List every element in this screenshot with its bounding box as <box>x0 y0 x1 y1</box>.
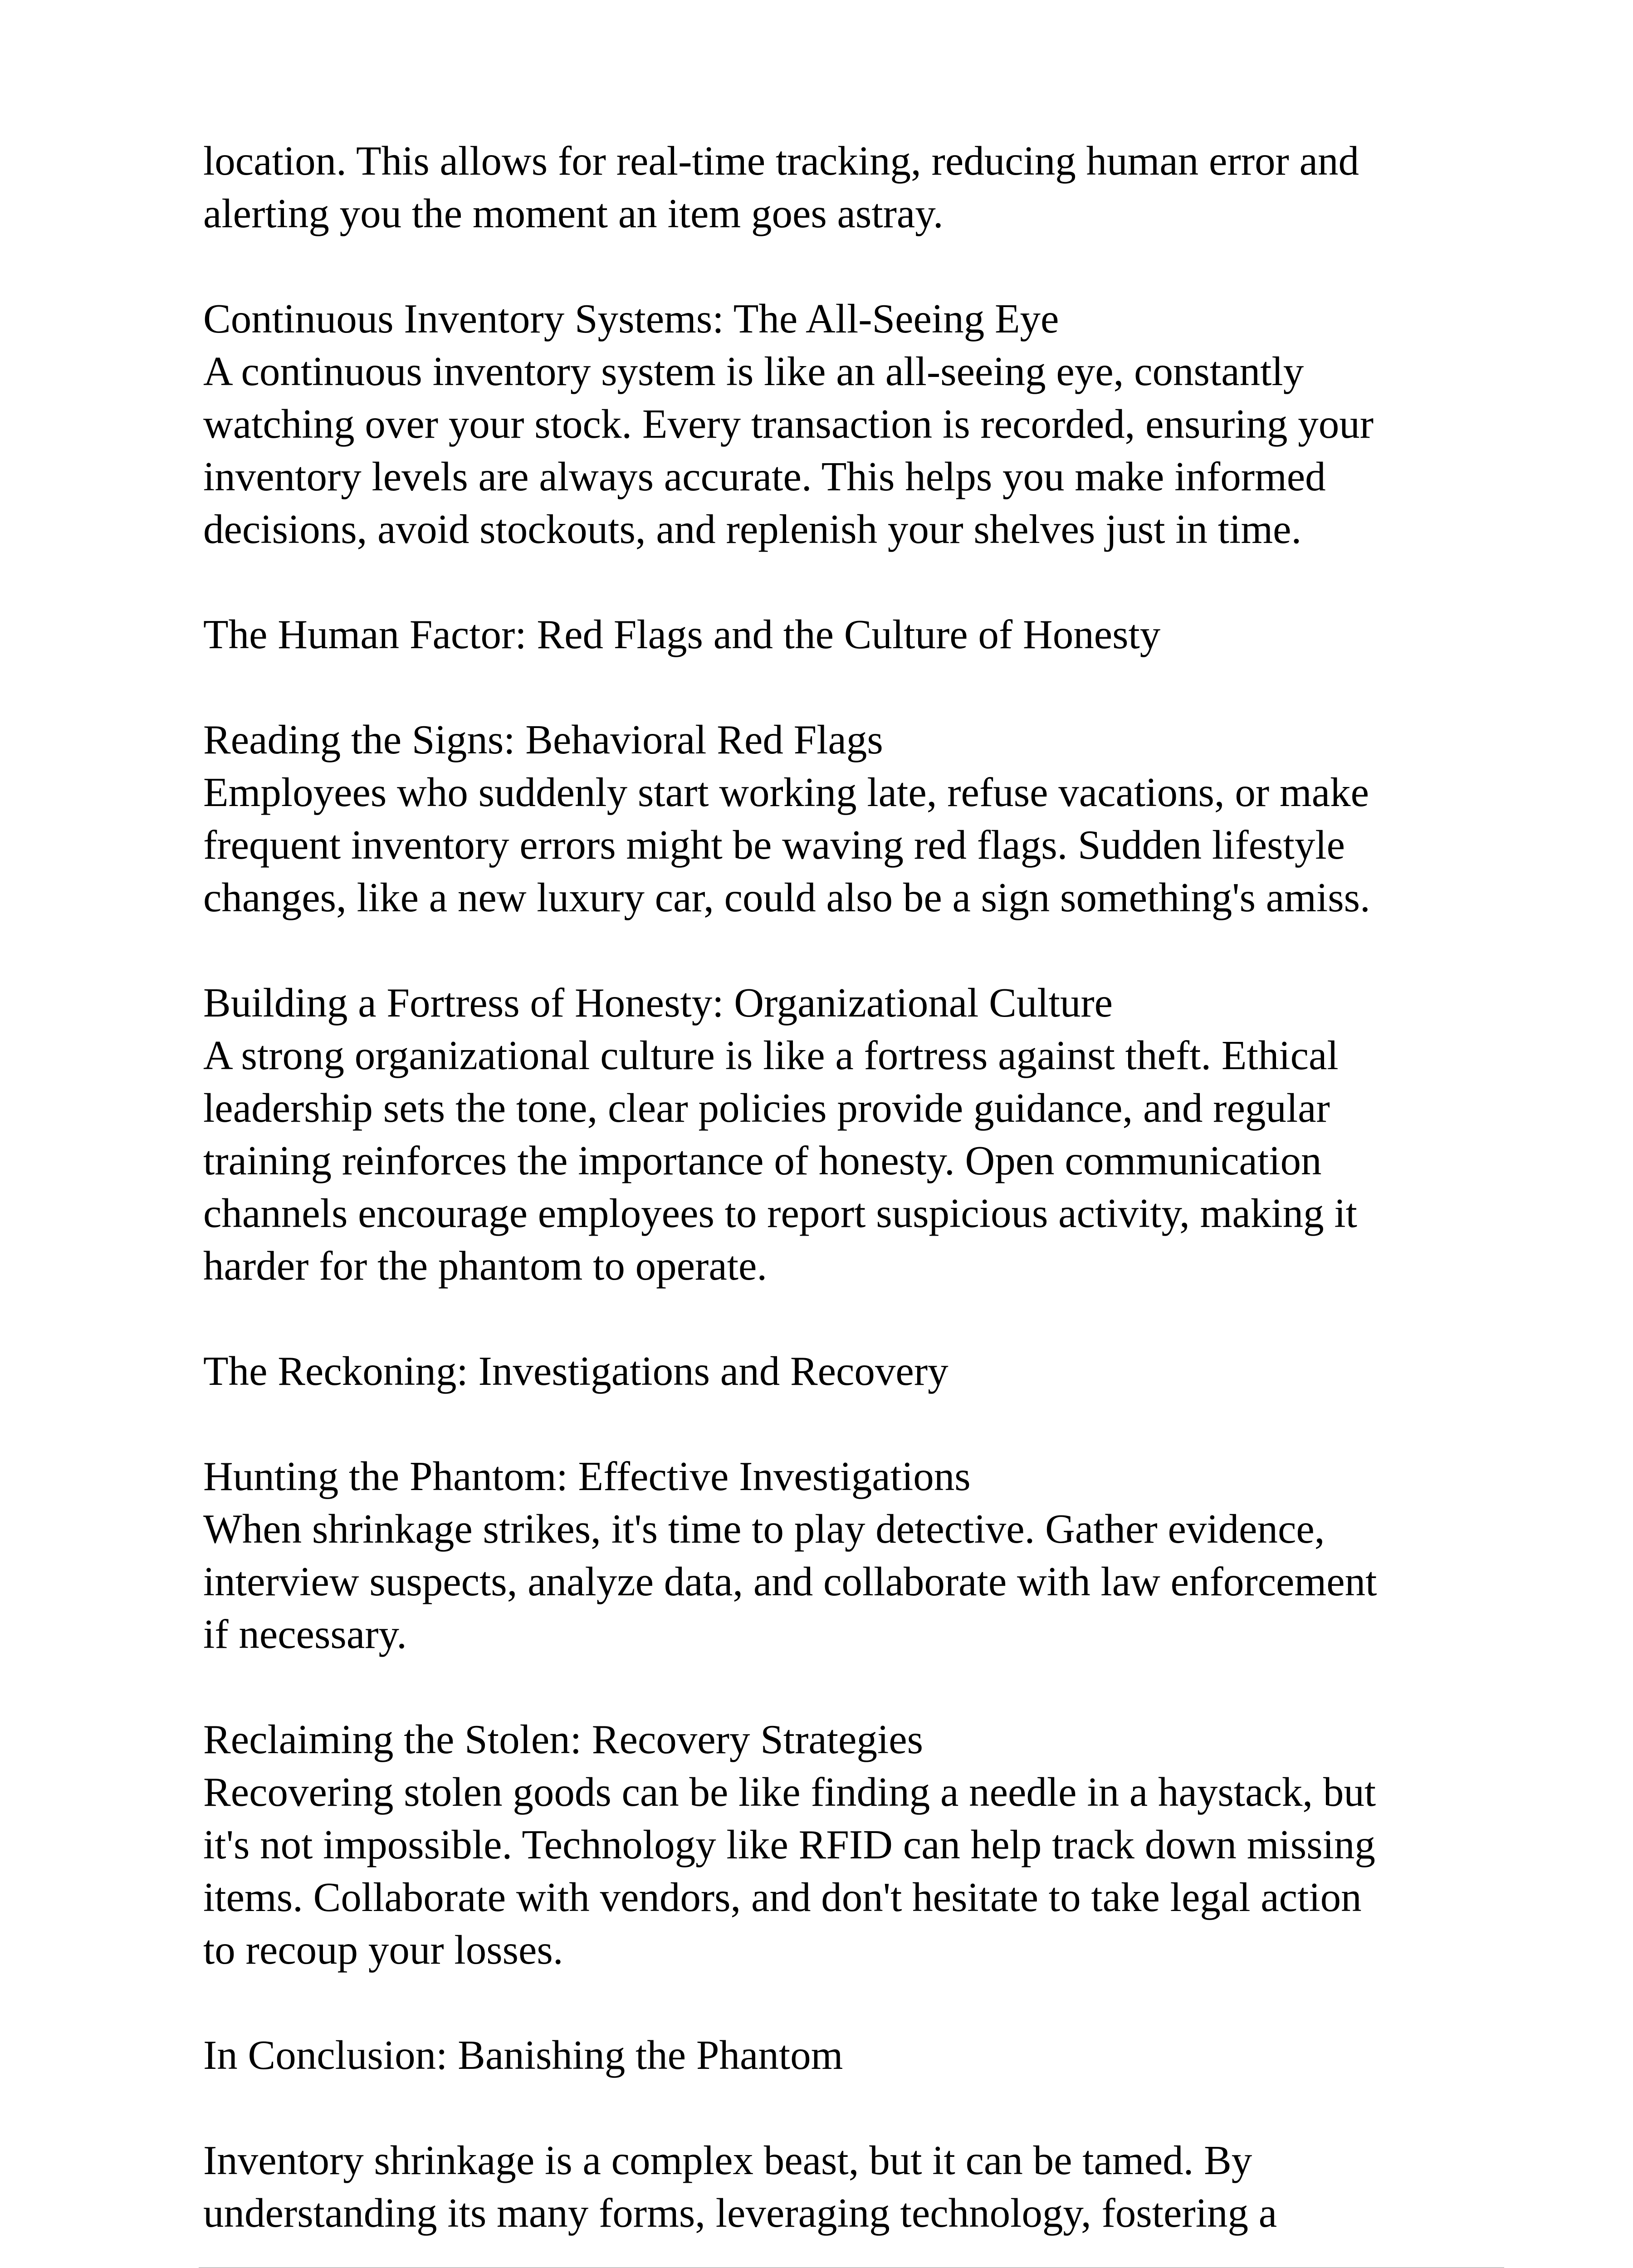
chapter-heading: In Conclusion: Banishing the Phantom <box>203 2032 843 2078</box>
section-heading: Hunting the Phantom: Effective Investigations <box>203 1453 971 1499</box>
text-line: inventory levels are always accurate. This helps you make informed <box>203 454 1326 499</box>
page-body <box>203 135 1501 2239</box>
paragraph-conclusion <box>203 2134 1501 2239</box>
paragraph-investigations <box>203 1450 1501 1661</box>
paragraph-red-flags <box>203 714 1501 924</box>
paragraph-conclusion-heading <box>203 2029 1501 2082</box>
chapter-heading: The Reckoning: Investigations and Recovery <box>203 1348 949 1394</box>
text-line: leadership sets the tone, clear policies provide guidance, and regular <box>203 1085 1330 1131</box>
section-heading: Building a Fortress of Honesty: Organizational Culture <box>203 980 1113 1026</box>
text-line: Inventory shrinkage is a complex beast, but it can be tamed. By <box>203 2137 1252 2183</box>
paragraph-recovery <box>203 1713 1501 1976</box>
text-line: changes, like a new luxury car, could also be a sign something's amiss. <box>203 875 1370 920</box>
text-line: A continuous inventory system is like an all-seeing eye, constantly <box>203 348 1304 394</box>
paragraph-organizational-culture <box>203 977 1501 1292</box>
section-heading: Reclaiming the Stolen: Recovery Strategies <box>203 1716 924 1762</box>
text-line: items. Collaborate with vendors, and don't hesitate to take legal action <box>203 1874 1362 1920</box>
text-line: decisions, avoid stockouts, and replenish your shelves just in time. <box>203 506 1302 552</box>
text-line: watching over your stock. Every transaction is recorded, ensuring your <box>203 401 1374 447</box>
text-line: understanding its many forms, leveraging technology, fostering a <box>203 2190 1277 2236</box>
text-line: it's not impossible. Technology like RFID can help track down missing <box>203 1822 1375 1867</box>
paragraph-rfid-continued <box>203 135 1501 240</box>
text-line: location. This allows for real-time tracking, reducing human error and <box>203 138 1359 184</box>
chapter-heading: The Human Factor: Red Flags and the Culture of Honesty <box>203 611 1161 657</box>
text-line: When shrinkage strikes, it's time to play detective. Gather evidence, <box>203 1506 1325 1552</box>
text-line: to recoup your losses. <box>203 1927 563 1973</box>
text-line: Recovering stolen goods can be like finding a needle in a haystack, but <box>203 1769 1376 1815</box>
section-heading: Continuous Inventory Systems: The All-Seeing Eye <box>203 296 1059 342</box>
text-line: A strong organizational culture is like a fortress against theft. Ethical <box>203 1032 1339 1078</box>
paragraph-reckoning-heading <box>203 1345 1501 1398</box>
paragraph-human-factor-heading <box>203 608 1501 661</box>
text-line: channels encourage employees to report suspicious activity, making it <box>203 1190 1357 1236</box>
section-heading: Reading the Signs: Behavioral Red Flags <box>203 717 883 763</box>
text-line: harder for the phantom to operate. <box>203 1243 768 1289</box>
text-line: training reinforces the importance of honesty. Open communication <box>203 1138 1322 1183</box>
text-line: interview suspects, analyze data, and collaborate with law enforcement <box>203 1559 1377 1604</box>
text-line: alerting you the moment an item goes astray. <box>203 191 944 236</box>
text-line: frequent inventory errors might be waving red flags. Sudden lifestyle <box>203 822 1345 868</box>
text-line: if necessary. <box>203 1611 407 1657</box>
paragraph-continuous-inventory <box>203 293 1501 556</box>
text-line: Employees who suddenly start working late, refuse vacations, or make <box>203 769 1369 815</box>
